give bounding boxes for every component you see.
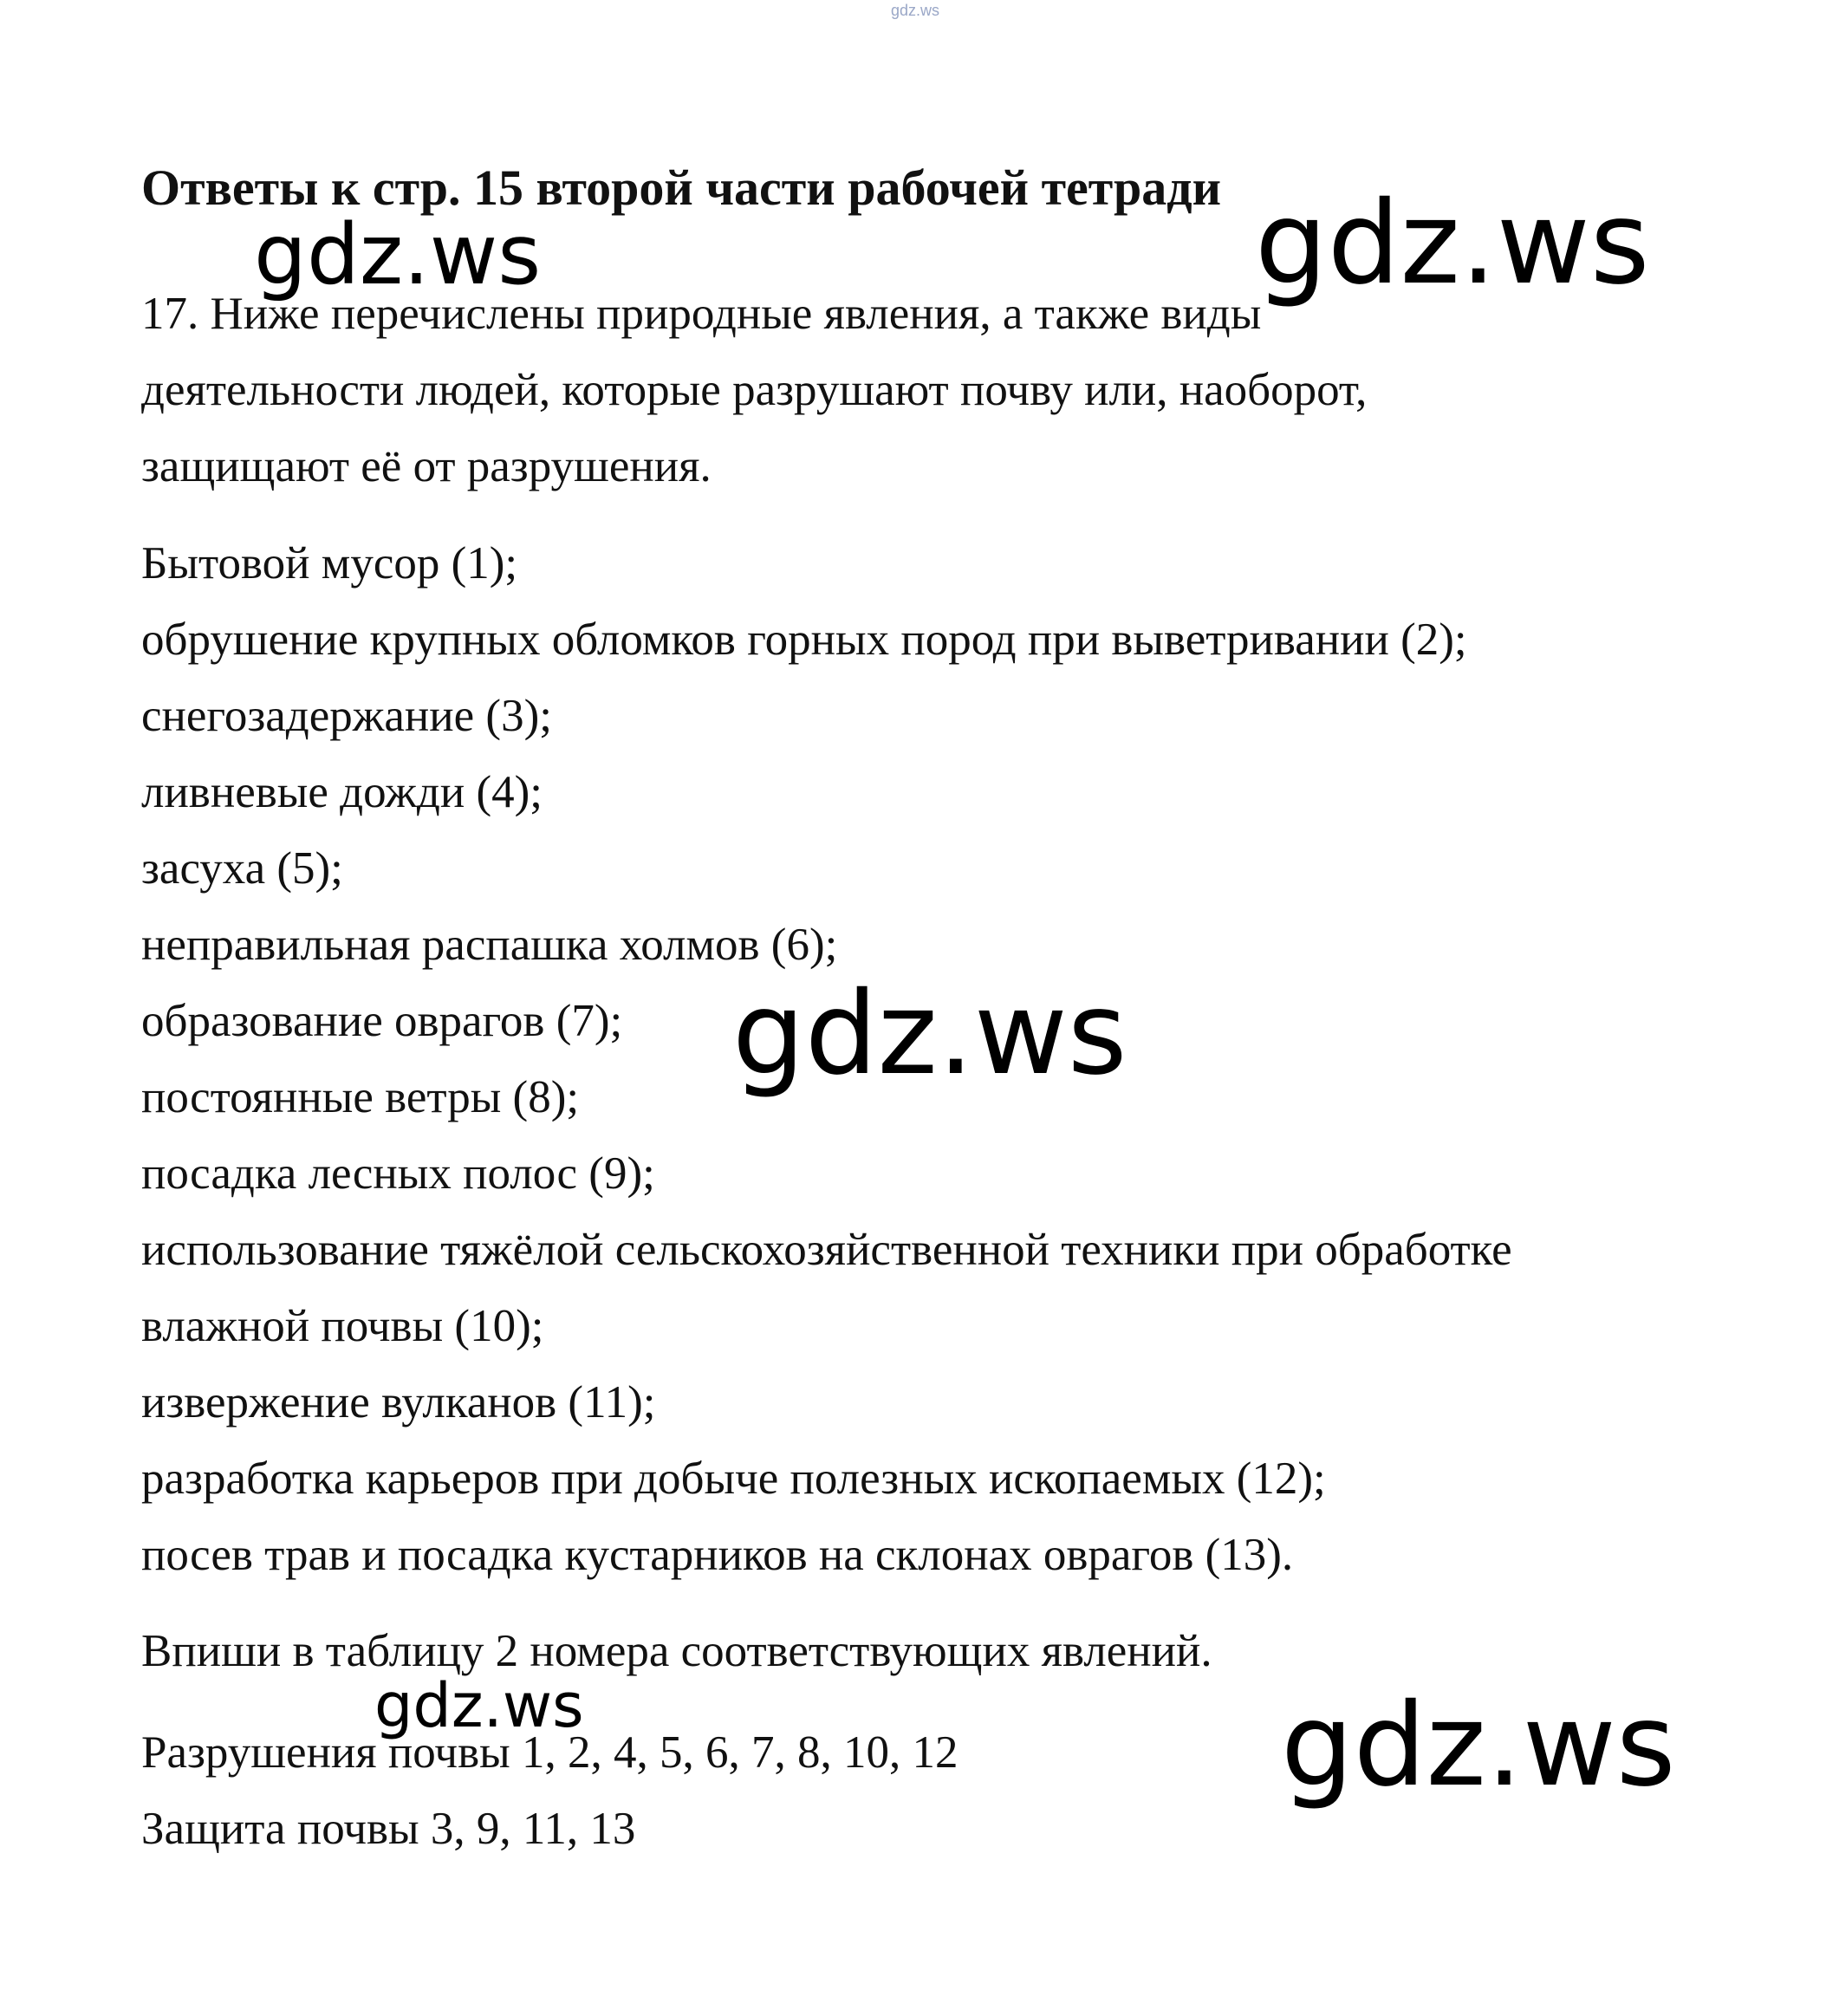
list-item: Бытовой мусор (1); [141, 538, 518, 589]
list-item: обрушение крупных обломков горных пород при выветривании (2); [141, 615, 1467, 665]
list-item: разработка карьеров при добыче полезных ископаемых (12); [141, 1453, 1326, 1504]
header-watermark: gdz.ws [891, 2, 940, 19]
list-item: посадка лесных полос (9); [141, 1148, 655, 1199]
list-item: ливневые дожди (4); [141, 767, 543, 817]
list-item: постоянные ветры (8); [141, 1072, 580, 1122]
page-title: Ответы к стр. 15 второй части рабочей тетради [141, 159, 1222, 216]
list-item: влажной почвы (10); [141, 1301, 544, 1351]
list-item: засуха (5); [141, 843, 343, 894]
answer-protection: Защита почвы 3, 9, 11, 13 [141, 1804, 636, 1854]
list-item: снегозадержание (3); [141, 691, 552, 741]
intro-line: деятельности людей, которые разрушают почву или, наоборот, [141, 365, 1368, 415]
list-item: извержение вулканов (11); [141, 1377, 656, 1427]
intro-line: защищают её от разрушения. [141, 441, 712, 491]
list-item: использование тяжёлой сельскохозяйственной техники при обработке [141, 1225, 1512, 1275]
watermark: gdz.ws [374, 1670, 584, 1741]
task-instruction: Впиши в таблицу 2 номера соответствующих явлений. [141, 1626, 1212, 1676]
list-item: образование оврагов (7); [141, 996, 623, 1046]
list-item: неправильная распашка холмов (6); [141, 920, 838, 970]
watermark: gdz.ws [1281, 1679, 1676, 1812]
watermark: gdz.ws [732, 967, 1127, 1101]
list-item: посев трав и посадка кустарников на склонах оврагов (13). [141, 1530, 1294, 1580]
watermark: gdz.ws [1255, 177, 1650, 310]
answer-destruction: Разрушения почвы 1, 2, 4, 5, 6, 7, 8, 10, 12 [141, 1727, 958, 1778]
intro-line: 17. Ниже перечислены природные явления, а также виды [141, 289, 1262, 339]
watermark: gdz.ws [254, 206, 542, 303]
